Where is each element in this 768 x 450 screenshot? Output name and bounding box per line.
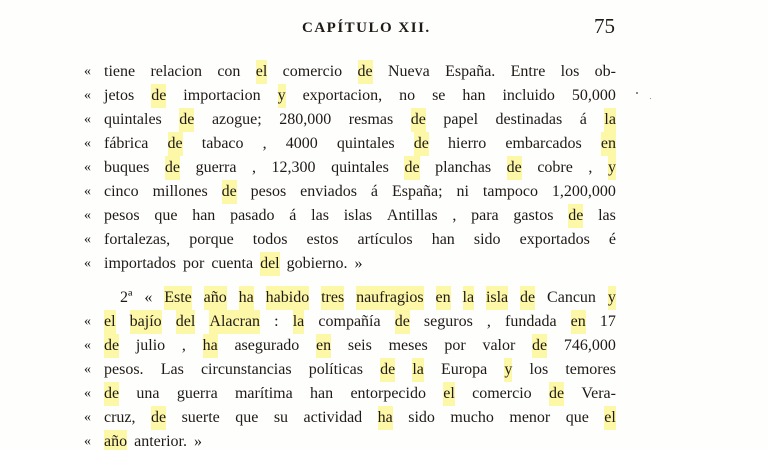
text-line [104,108,616,132]
word: cinco [104,183,139,200]
highlighted-word: de [104,334,119,358]
word: compañía [318,313,381,330]
highlighted-word: el [443,382,455,406]
highlighted-word: la [412,358,424,382]
highlighted-word: de [380,358,395,382]
word: Las [160,361,184,378]
quote-mark: « [84,256,91,271]
word: tabaco [201,135,244,152]
quote-mark: « [84,184,91,199]
text-line [104,430,616,450]
highlighted-word: en [436,286,451,310]
text-line [104,180,616,204]
word: enviados [300,183,357,200]
word: los [560,63,580,80]
highlighted-word: naufragios [356,286,424,310]
text-line [104,84,616,108]
highlighted-word: y [278,84,286,108]
word: , [251,159,256,176]
word: por [444,337,466,354]
word: comercio [282,63,343,80]
word: España; [391,183,443,200]
word: España. [445,63,496,80]
word: tiene [104,63,136,80]
word: destinadas [495,111,563,128]
word: anterior. [134,433,187,450]
highlighted-word: de [151,84,166,108]
text-line [104,252,616,276]
word: pesos [250,183,287,200]
word: artículos [357,231,413,248]
highlighted-word: Este [164,286,192,310]
highlighted-word: de [404,156,419,180]
word: incluido [502,87,555,104]
word: 4000 [285,135,318,152]
word: julio [135,337,166,354]
word: gastos [513,207,554,224]
word: se [432,87,446,104]
word: sido [473,231,501,248]
word: pesos [104,207,140,224]
word: han [192,207,216,224]
highlighted-word: el [604,406,616,430]
word: á [370,183,379,200]
highlighted-word: año [104,430,127,450]
text-line [104,334,616,358]
highlighted-word: la [463,286,475,310]
word: exportacion, [302,87,383,104]
word: embarcados [505,135,582,152]
word: ni [456,183,469,200]
paper-speck [636,92,638,94]
word: resmas [348,111,394,128]
paper-speck [650,98,651,99]
highlighted-word: en [316,334,331,358]
word: exportados [519,231,590,248]
highlighted-word: de [168,132,183,156]
highlighted-word: el [104,310,116,334]
word: é [608,231,616,248]
word: » [193,433,202,450]
highlighted-word: habido [266,286,310,310]
word: sido [408,409,435,426]
text-line [120,286,616,310]
word: quintales [331,159,389,176]
quote-mark: « [84,232,91,247]
word: jetos [104,87,135,104]
highlighted-word: de [520,286,535,310]
word: importados [104,255,176,272]
word: que [565,409,589,426]
highlighted-word: de [395,310,410,334]
highlighted-word: de [532,334,547,358]
word: , [181,337,186,354]
word: no [399,87,416,104]
word: ob- [594,63,616,80]
word: , [588,159,593,176]
word: fábrica [104,135,149,152]
word: islas [343,207,373,224]
word: fortalezas, [104,231,171,248]
text-line [104,228,616,252]
highlighted-word: de [568,204,583,228]
word: seis [347,337,372,354]
word: fundada [505,313,557,330]
word: seguros [423,313,473,330]
quote-mark: « [84,410,91,425]
word: guerra [195,159,237,176]
text-line [104,310,616,334]
word: han [431,231,455,248]
word: circunstancias [200,361,292,378]
word: para [471,207,499,224]
word: suerte [181,409,220,426]
word: meses [388,337,428,354]
page-number: 75 [594,14,615,38]
text-line [104,132,616,156]
word: han [462,87,486,104]
word: las [311,207,329,224]
highlighted-word: y [608,286,616,310]
quote-mark: « [84,88,91,103]
quote-mark: « [84,136,91,151]
word: cobre [537,159,573,176]
word: , [452,207,457,224]
word: mucho [450,409,494,426]
text-line [104,156,616,180]
word: : [274,313,279,330]
word: importacion [183,87,261,104]
highlighted-word: de [549,382,564,406]
highlighted-word: ha [378,406,393,430]
word: cuenta [211,255,254,272]
highlighted-word: de [179,108,194,132]
word: los [529,361,549,378]
word: pesos. [104,361,144,378]
word: Antillas [386,207,438,224]
highlighted-word: de [411,108,426,132]
highlighted-word: de [222,180,237,204]
highlighted-word: tres [321,286,344,310]
word: « [144,289,153,306]
word: tampoco [482,183,538,200]
highlighted-word: del [176,310,196,334]
highlighted-word: en [571,310,586,334]
quote-mark: « [84,338,91,353]
quote-mark: « [84,64,91,79]
text-line [104,382,616,406]
text-line [104,60,616,84]
highlighted-word: año [204,286,227,310]
word: menor [509,409,551,426]
word: á [579,111,587,128]
word: que [154,207,178,224]
word: , [262,135,267,152]
highlighted-word: del [260,252,280,276]
quote-mark: « [84,434,91,449]
word: guerra [176,385,218,402]
quote-mark: « [84,386,91,401]
word: han [310,385,334,402]
word: marítima [234,385,293,402]
word: 50,000 [571,87,616,104]
word: gobierno. [286,255,348,272]
word: papel [443,111,479,128]
word: quintales [104,111,162,128]
highlighted-word: isla [486,286,508,310]
word: Cancun [547,289,596,306]
word: pasado [230,207,275,224]
word: temores [565,361,616,378]
word: por [183,255,205,272]
highlighted-word: y [504,358,512,382]
word: una [136,385,160,402]
word: las [598,207,616,224]
highlighted-word: de [151,406,166,430]
word: todos [252,231,288,248]
word: cruz, [104,409,136,426]
chapter-heading: CAPÍTULO XII. [302,20,431,36]
quote-mark: « [84,208,91,223]
word: azogue; [211,111,262,128]
highlighted-word: en [601,132,616,156]
word: políticas [308,361,363,378]
word: valor [482,337,516,354]
word: á [289,207,297,224]
word: asegurado [234,337,300,354]
word: quintales [336,135,395,152]
highlighted-word: ha [203,334,218,358]
word: buques [104,159,150,176]
highlighted-word: Alacran [209,310,260,334]
word: 2ª [120,289,133,306]
word: 746,000 [563,337,616,354]
quote-mark: « [84,314,91,329]
highlighted-word: de [165,156,180,180]
word: Vera- [581,385,616,402]
word: 1,200,000 [551,183,616,200]
word: 12,300 [271,159,316,176]
word: millones [152,183,208,200]
highlighted-word: de [358,60,373,84]
word: estos [306,231,339,248]
word: entorpecido [350,385,426,402]
highlighted-word: de [104,382,119,406]
highlighted-word: y [608,156,616,180]
highlighted-word: de [414,132,429,156]
highlighted-word: la [293,310,305,334]
highlighted-word: bajío [130,310,162,334]
word: Entre [510,63,546,80]
highlighted-word: ha [239,286,254,310]
word: planchas [435,159,492,176]
word: actividad [303,409,363,426]
word: comercio [472,385,532,402]
word: 17 [599,313,616,330]
word: porque [189,231,234,248]
quote-mark: « [84,362,91,377]
word: Nueva [387,63,430,80]
word: su [273,409,289,426]
word: Europa [441,361,488,378]
text-line [104,406,616,430]
word: 280,000 [279,111,332,128]
quote-mark: « [84,160,91,175]
text-line [104,358,616,382]
quote-mark: « [84,112,91,127]
word: , [486,313,491,330]
text-line [104,204,616,228]
word: hierro [448,135,487,152]
word: que [235,409,259,426]
highlighted-word: de [507,156,522,180]
highlighted-word: la [604,108,616,132]
word: con [217,63,241,80]
word: » [354,255,363,272]
highlighted-word: el [256,60,268,84]
word: relacion [150,63,202,80]
